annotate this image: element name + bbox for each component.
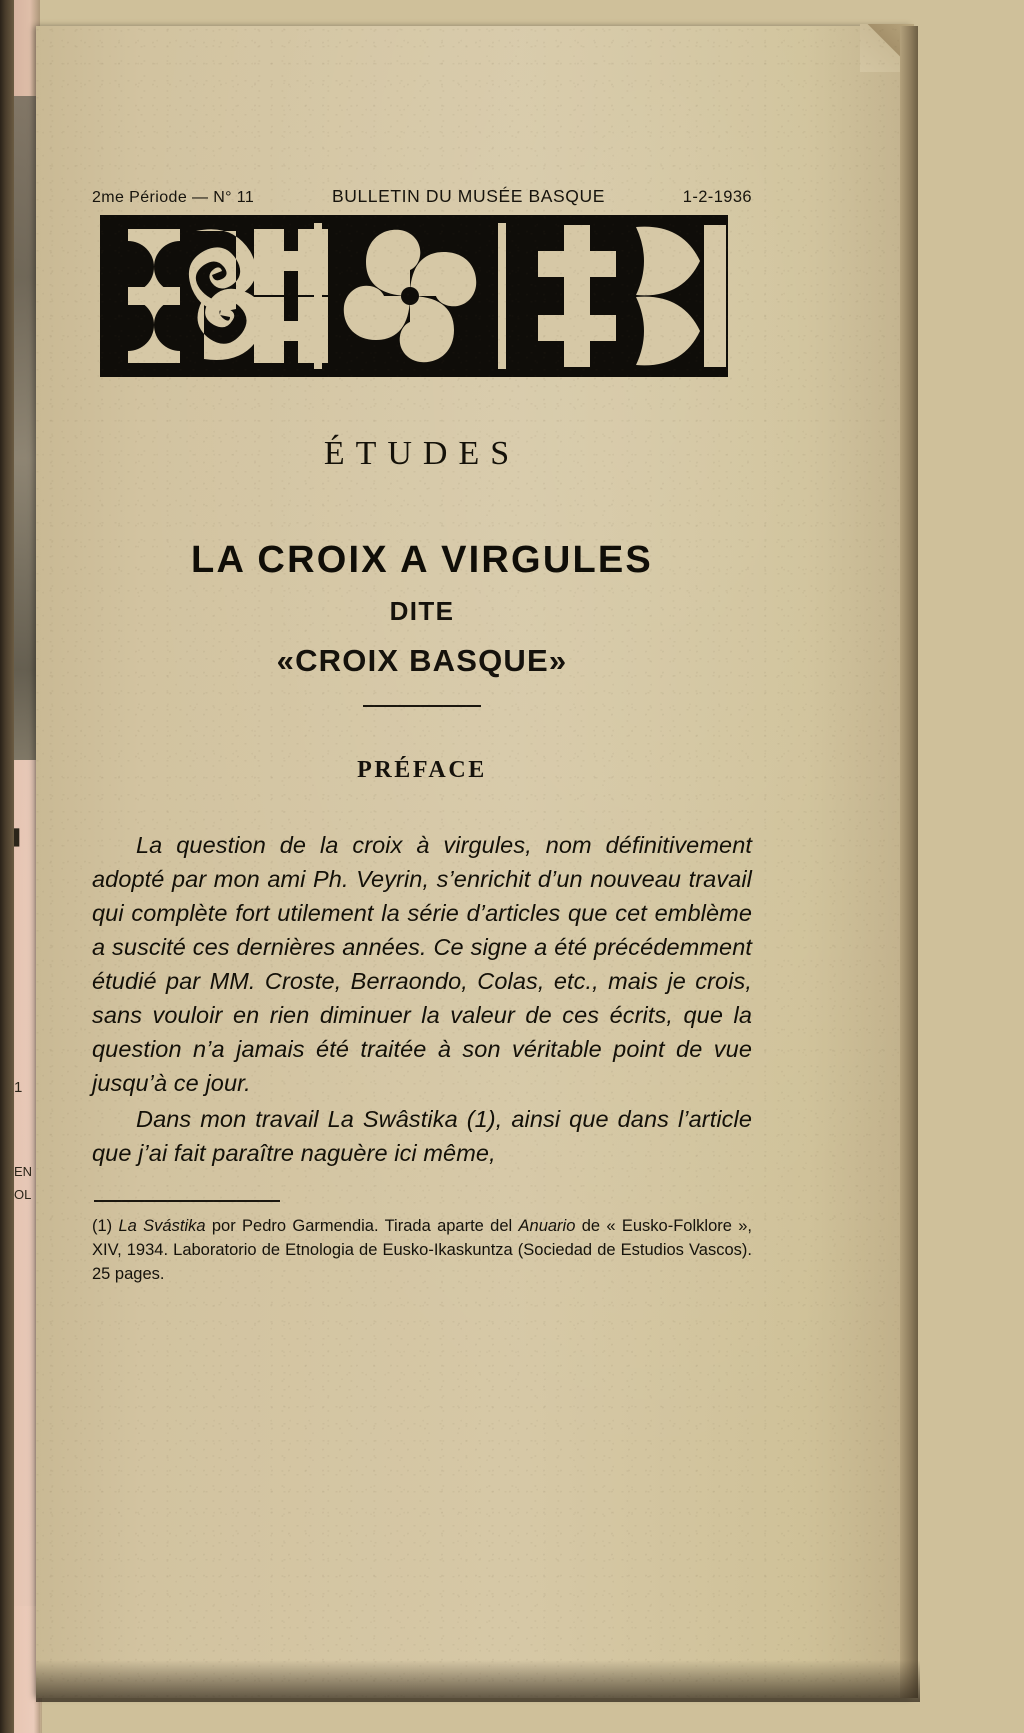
page-title: LA CROIX A VIRGULES (191, 539, 653, 581)
gutter-page-number: 1 (14, 1079, 23, 1096)
title-line-quoted: «CROIX BASQUE» (276, 643, 568, 678)
printed-page (36, 26, 912, 1698)
footnote (92, 1214, 752, 1286)
preface-heading: PRÉFACE (357, 757, 487, 783)
book-binding-shadow (0, 0, 14, 1733)
running-head-issue: 2me Période — N° 11 (92, 189, 255, 206)
running-head (92, 186, 752, 207)
footnote-text-b: de « Eusko-Folklore », XIV, 1934. Laboratorio de Etnologia de Eusko-Ikaskuntza (Sociedad de Estudios Vascos). 25 pages. (92, 1217, 752, 1283)
title-line-dite: DITE (389, 596, 455, 626)
running-head-title: BULLETIN DU MUSÉE BASQUE (331, 186, 606, 206)
section-label: ÉTUDES (323, 435, 521, 472)
running-head-date: 1-2-1936 (682, 188, 752, 206)
footnote-title: La Svástika (118, 1217, 206, 1235)
page-bottom-shadow (36, 1660, 920, 1702)
footnote-source: Anuario (518, 1217, 576, 1235)
footnote-marker: (1) (92, 1217, 113, 1235)
footnote-text-a: por Pedro Garmendia. Tirada aparte del (205, 1217, 519, 1235)
body-text (92, 828, 752, 1170)
gutter-mark-en: EN (14, 1164, 33, 1179)
gutter-mark-ol: OL (14, 1187, 32, 1202)
page-content (92, 186, 752, 1286)
paragraph: La question de la croix à virgules, nom définitivement adopté par mon ami Ph. Veyrin, s’enrichit d’un nouveau travail qui complète fort utilement la série d’articles que cet emblème a suscité ces dernières années. Ce signe a été précédemment étudié par MM. Croste, Berraondo, Colas, etc., mais je crois, sans vouloir en rien diminuer la valeur de ces écrits, que la question n’a jamais été traitée à son véritable point de vue jusqu’à ce jour. (92, 832, 752, 1096)
title-divider-rule (363, 705, 481, 707)
paragraph: Dans mon travail La Swâstika (1), ainsi que dans l’article que j’ai fait paraître naguère ici même, (92, 1106, 752, 1166)
page-edge-right (900, 26, 918, 1698)
lauburu-frieze-ornament (100, 215, 728, 377)
gutter-mark-bar: ▌ (14, 829, 25, 846)
footnote-divider-rule (94, 1200, 280, 1202)
